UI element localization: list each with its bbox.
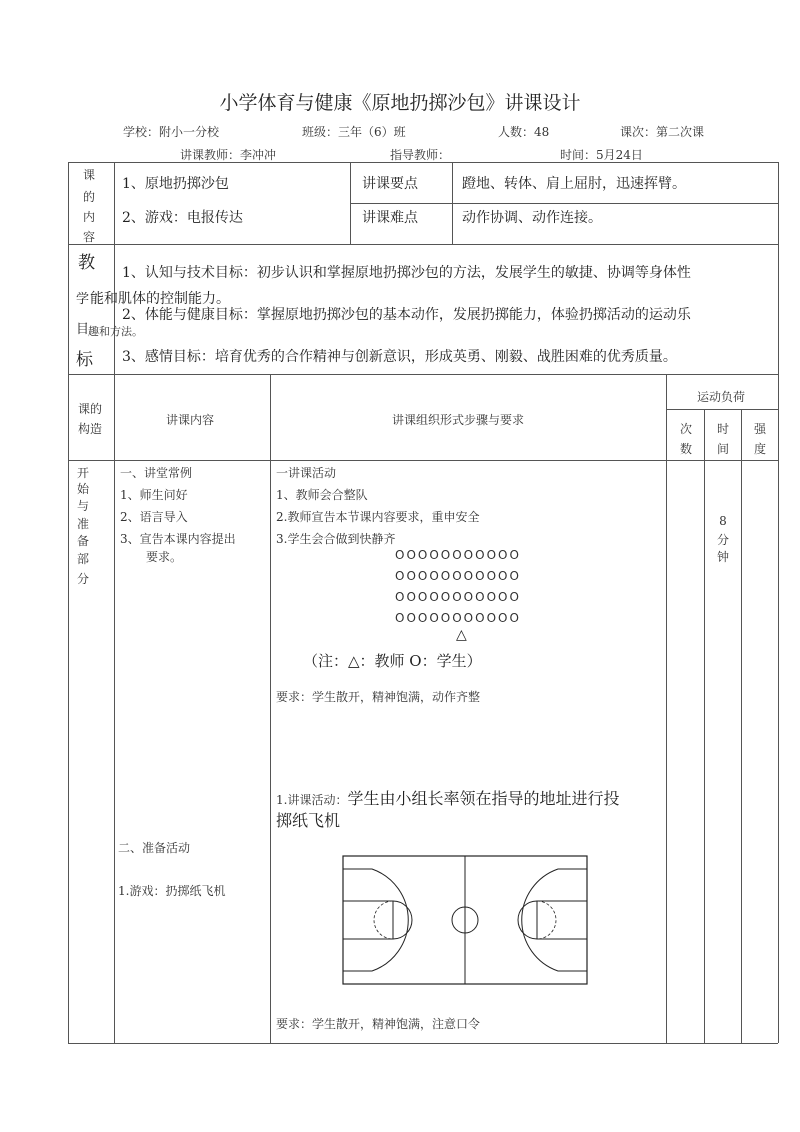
load-header: 运动负荷 <box>697 390 746 404</box>
section-label-6: 部 <box>76 552 89 566</box>
activity-step-3: 3.学生会合做到快静齐 <box>276 532 396 546</box>
formation-row-2: OOOOOOOOOOO <box>395 569 521 583</box>
duration-header-1: 时 <box>716 422 729 436</box>
goals-label-2: 学 <box>76 292 90 307</box>
requirement-1: 要求：学生散开，精神饱满，动作齐整 <box>276 690 481 704</box>
activity-2-line-1 <box>276 786 619 809</box>
school-info: 学校：附小一分校 <box>123 125 220 139</box>
difficulty-label: 讲课难点 <box>362 210 418 226</box>
left-three-point-arc <box>343 869 408 971</box>
section-label-2: 始 <box>76 482 89 496</box>
activity-2-prefix: 1.讲课活动： <box>276 793 348 807</box>
routine-item-1: 1、师生问好 <box>120 488 188 502</box>
goal-1-line-1: 1、认知与技术目标：初步认识和掌握原地扔掷沙包的方法，发展学生的敏捷、协调等身体性 <box>122 265 691 281</box>
date-info: 时间：5月24日 <box>560 148 643 162</box>
goal-1-line-2: 能和肌体的控制能力。 <box>90 291 230 307</box>
requirement-2: 要求：学生散开，精神饱满，注意口令 <box>276 1017 481 1031</box>
organization-header: 讲课组织形式步骤与要求 <box>392 413 525 427</box>
left-free-throw-arc <box>393 901 412 939</box>
basketball-court-diagram <box>342 855 588 985</box>
student-count: 人数：48 <box>498 125 550 139</box>
intensity-header-1: 强 <box>753 422 766 436</box>
formation-note: （注：△：教师 O：学生） <box>303 652 482 670</box>
goals-label-4: 标 <box>76 350 93 370</box>
content-label-3: 内 <box>82 210 95 224</box>
goal-3: 3、感情目标：培育优秀的合作精神与创新意识，形成英勇、刚毅、战胜困难的优秀质量。 <box>122 349 677 365</box>
structure-header-1: 课的 <box>78 402 103 416</box>
content-item-1: 1、原地扔掷沙包 <box>122 176 229 192</box>
goals-label-1: 教 <box>78 253 95 273</box>
section-label-5: 备 <box>76 534 89 548</box>
routine-heading: 一、讲堂常例 <box>120 466 193 480</box>
content-label-2: 的 <box>82 190 95 204</box>
routine-item-3: 3、宣告本课内容提出 <box>120 532 236 546</box>
goal-2-line-2: 趣和方法。 <box>88 325 143 338</box>
activity-2-line-2: 掷纸飞机 <box>276 811 341 830</box>
page-title: 小学体育与健康《原地扔掷沙包》讲课设计 <box>219 92 581 114</box>
activity-2-text: 学生由小组长率领在指导的地址进行投 <box>347 789 620 808</box>
key-points-value: 蹬地、转体、肩上屈肘，迅速挥臂。 <box>462 176 686 192</box>
duration-header-2: 间 <box>716 442 729 456</box>
section-label-3: 与 <box>76 499 89 513</box>
section-label-7: 分 <box>76 572 89 586</box>
goals-label-3: 目 <box>76 322 90 337</box>
warmup-heading: 二、准备活动 <box>118 841 191 855</box>
activity-heading: 一讲课活动 <box>276 466 337 480</box>
intensity-header-2: 度 <box>753 442 766 456</box>
warmup-item-1: 1.游戏：扔掷纸飞机 <box>118 884 226 898</box>
left-free-throw-arc-dashed <box>374 901 393 939</box>
activity-step-1: 1、教师会合整队 <box>276 488 368 502</box>
guide-info: 指导教师： <box>390 148 451 162</box>
goal-2-line-1: 2、体能与健康目标：掌握原地扔掷沙包的基本动作，发展扔掷能力，体验扔掷活动的运动乐 <box>122 307 691 323</box>
routine-item-2: 2、语言导入 <box>120 510 188 524</box>
class-info: 班级：三年（6）班 <box>302 125 406 139</box>
times-header-2: 数 <box>679 442 692 456</box>
right-key <box>537 901 587 939</box>
difficulty-value: 动作协调、动作连接。 <box>462 210 602 226</box>
structure-header-2: 构造 <box>78 422 103 436</box>
left-key <box>343 901 393 939</box>
times-header-1: 次 <box>679 422 692 436</box>
duration-value: 8 <box>719 514 727 528</box>
duration-unit-1: 分 <box>716 533 729 547</box>
content-label-4: 容 <box>82 230 95 244</box>
formation-row-1: OOOOOOOOOOO <box>395 548 521 562</box>
content-label-1: 课 <box>82 168 95 182</box>
section-label-1: 开 <box>76 466 89 480</box>
teacher-triangle-icon: △ <box>456 627 467 643</box>
formation-row-3: OOOOOOOOOOO <box>395 590 521 604</box>
right-three-point-arc <box>522 869 587 971</box>
formation-row-4: OOOOOOOOOOO <box>395 611 521 625</box>
lesson-number: 课次：第二次课 <box>620 125 705 139</box>
right-free-throw-arc-dashed <box>537 901 556 939</box>
activity-step-2: 2.教师宣告本节课内容要求，重申安全 <box>276 510 480 524</box>
duration-unit-2: 钟 <box>716 550 729 564</box>
content-header: 讲课内容 <box>166 413 215 427</box>
section-label-4: 准 <box>76 517 89 531</box>
content-item-2: 2、游戏：电报传达 <box>122 210 243 226</box>
routine-item-3-cont: 要求。 <box>146 550 183 564</box>
key-points-label: 讲课要点 <box>362 176 418 192</box>
right-free-throw-arc <box>518 901 537 939</box>
teacher-info: 讲课教师：李冲冲 <box>180 148 277 162</box>
